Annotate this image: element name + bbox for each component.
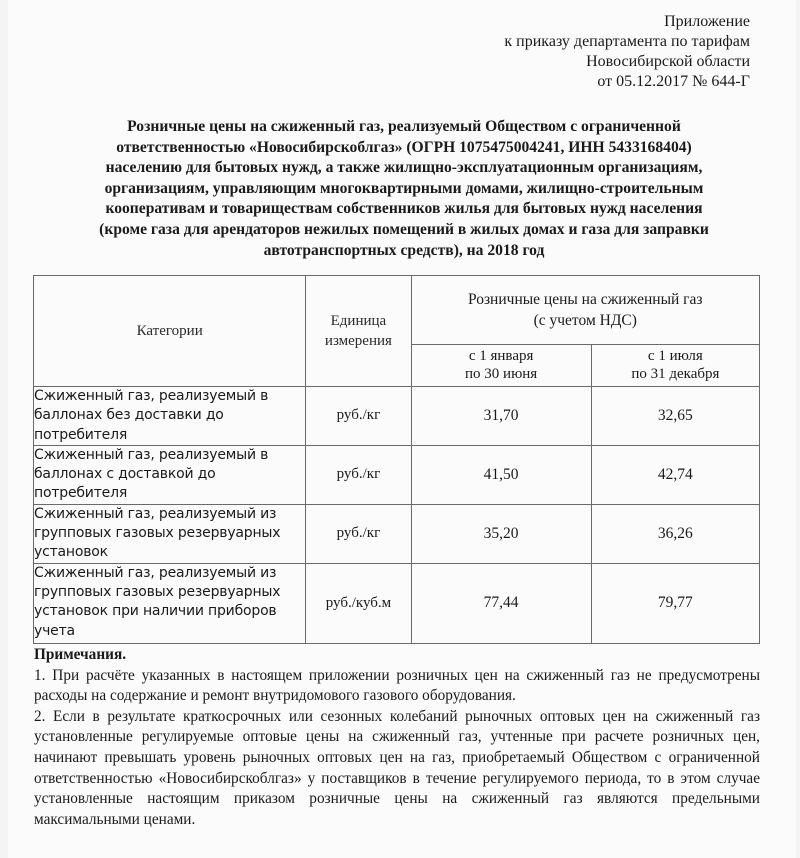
table-row xyxy=(34,563,760,643)
title-line: населению для бытовых нужд, а также жилищно-эксплуатационным организациям, xyxy=(105,159,703,177)
appendix-line: Приложение xyxy=(664,13,750,30)
header-prices-line: (с учетом НДС) xyxy=(533,311,637,329)
header-unit-line: измерения xyxy=(324,333,392,349)
category-line: учета xyxy=(34,622,75,639)
price-cell-h2: 32,65 xyxy=(591,387,759,446)
title-line: ответственностью «Новосибирскоблгаз» (ОГРН 1075475004241, ИНН 5433168404) xyxy=(116,138,692,156)
category-line: потребителя xyxy=(34,426,128,443)
header-prices-line: Розничные цены на сжиженный газ xyxy=(467,290,703,308)
price-cell-h1: 41,50 xyxy=(411,445,591,504)
category-cell xyxy=(34,387,306,446)
appendix-line: от 05.12.2017 № 644-Г xyxy=(597,73,750,90)
document-title xyxy=(48,117,760,261)
category-line: установок xyxy=(34,544,108,561)
category-line: потребителя xyxy=(34,485,128,502)
header-period-line: с 1 января xyxy=(468,348,534,365)
category-line: Сжиженный газ, реализуемый в xyxy=(34,388,269,404)
appendix-line: к приказу департамента по тарифам xyxy=(504,33,750,50)
unit-cell: руб./кг xyxy=(306,445,411,504)
price-cell-h2: 79,77 xyxy=(591,563,759,643)
table-row xyxy=(34,445,760,504)
category-line: Сжиженный газ, реализуемый в xyxy=(34,446,269,463)
title-line: Розничные цены на сжиженный газ, реализуемый Обществом с ограниченной xyxy=(127,118,681,135)
header-period-line: по 30 июня xyxy=(465,366,538,383)
price-cell-h1: 31,70 xyxy=(411,387,591,446)
header-period-2 xyxy=(591,344,759,386)
price-cell-h2: 42,74 xyxy=(591,445,759,504)
category-cell xyxy=(34,563,306,643)
category-line: групповых газовых резервуарных xyxy=(34,525,281,542)
title-line: кооперативам и товариществам собственников жилья для бытовых нужд населения xyxy=(105,200,703,218)
title-line: (кроме газа для арендаторов нежилых помещений в жилых домах и газа для заправки xyxy=(99,220,709,238)
price-cell-h1: 35,20 xyxy=(411,504,591,563)
table-row xyxy=(34,504,760,563)
category-line: Сжиженный газ, реализуемый из xyxy=(34,564,277,581)
unit-cell: руб./куб.м xyxy=(306,563,411,643)
price-table xyxy=(33,275,760,644)
category-line: групповых газовых резервуарных xyxy=(34,583,281,600)
table-row xyxy=(34,387,760,446)
unit-cell: руб./кг xyxy=(306,504,411,563)
category-cell xyxy=(34,504,306,563)
price-cell-h1: 77,44 xyxy=(411,563,591,643)
header-unit xyxy=(306,276,411,387)
header-period-line: по 31 декабря xyxy=(631,366,720,383)
price-cell-h2: 36,26 xyxy=(591,504,759,563)
category-line: установок при наличии приборов xyxy=(34,603,277,620)
note-item: 2. Если в результате краткосрочных или сезонных колебаний рыночных оптовых цен на сжиженный газ установленные регулируемые оптовые цены на сжиженный газ, учтенные при расчете розничных цен, начинают превышать уровень рыночных оптовых цен на газ, приобретаемый Обществом с ограниченной ответственностью «Новосибирскоблгаз» у поставщиков в течение регулируемого периода, то в этом случае установленные настоящим приказом розничные цены на сжиженный газ являются предельными максимальными ценами. xyxy=(34,707,760,828)
header-period-1 xyxy=(411,344,591,386)
category-line: Сжиженный газ, реализуемый из xyxy=(34,505,277,522)
unit-cell: руб./кг xyxy=(306,387,411,446)
title-line: автотранспортных средств), на 2018 год xyxy=(263,241,545,259)
category-line: баллонах без доставки до xyxy=(34,407,224,424)
category-cell xyxy=(34,445,306,504)
header-unit-line: Единица xyxy=(330,313,387,329)
notes-section xyxy=(34,645,760,830)
appendix-line: Новосибирской области xyxy=(586,53,750,70)
appendix-header xyxy=(504,12,750,92)
header-period-line: с 1 июля xyxy=(647,348,703,365)
table-header-row xyxy=(34,276,760,345)
header-prices xyxy=(411,276,760,345)
header-category: Категории xyxy=(34,276,306,387)
notes-heading: Примечания. xyxy=(34,646,127,663)
category-line: баллонах с доставкой до xyxy=(34,466,216,483)
title-line: организациям, управляющим многоквартирными домами, жилищно-строительным xyxy=(104,179,704,197)
note-item: 1. При расчёте указанных в настоящем приложении розничных цен на сжиженный газ не предусмотрены расходы на содержание и ремонт внутридомового газового оборудования. xyxy=(34,666,760,705)
